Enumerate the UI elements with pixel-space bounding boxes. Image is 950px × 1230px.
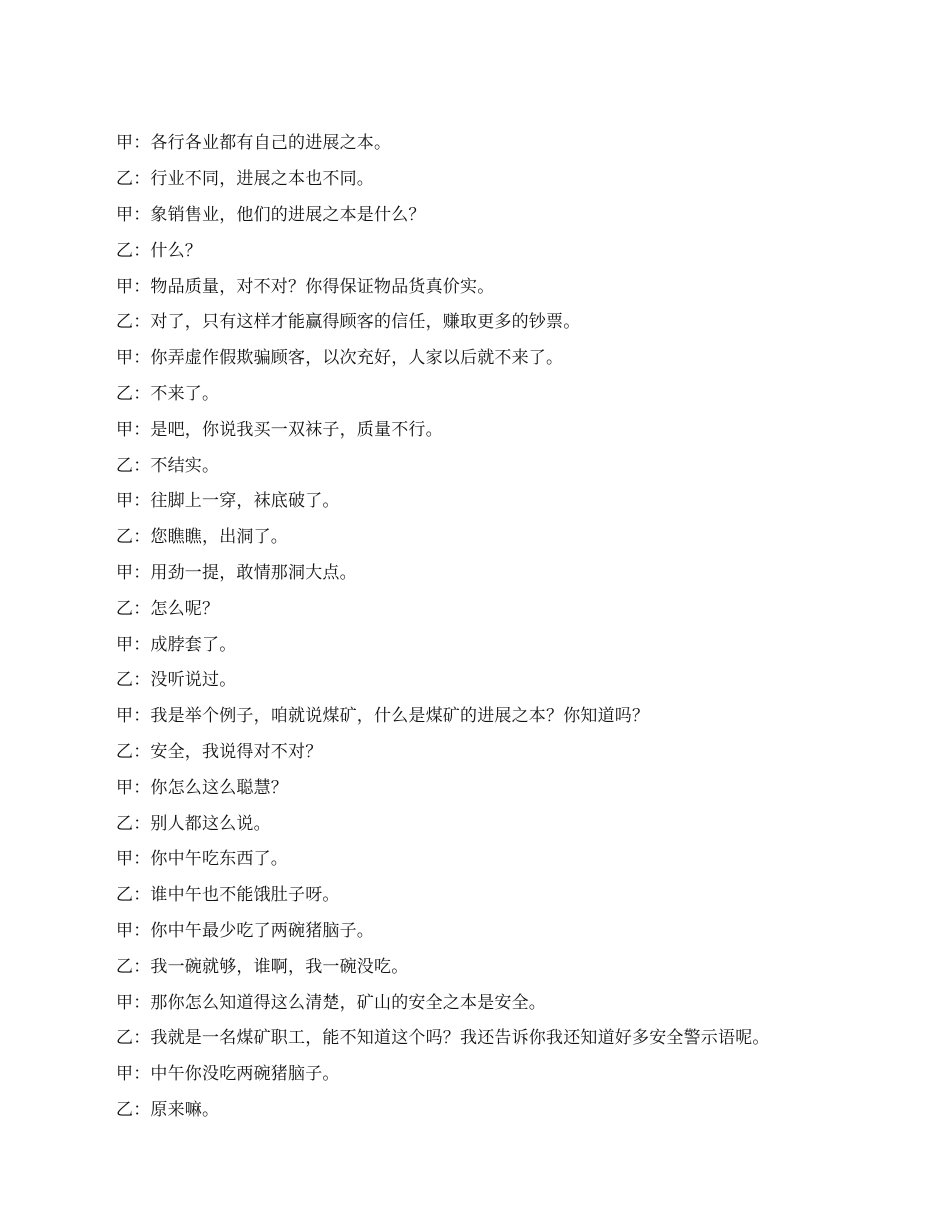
dialogue-text: 中午你没吃两碗猪脑子。: [150, 1064, 340, 1085]
speaker-label: 甲：: [116, 849, 151, 870]
dialogue-line: [116, 374, 896, 410]
dialogue-text: 对了，只有这样才能赢得顾客的信任，赚取更多的钞票。: [150, 312, 581, 333]
dialogue-text: 象销售业，他们的进展之本是什么？: [150, 204, 426, 225]
dialogue-body: [116, 123, 896, 1125]
speaker-label: 乙：: [116, 527, 151, 548]
speaker-label: 甲：: [116, 204, 151, 225]
dialogue-text: 行业不同，进展之本也不同。: [150, 169, 375, 190]
dialogue-text: 往脚上一穿，袜底破了。: [150, 491, 340, 512]
dialogue-line: [116, 767, 896, 803]
dialogue-text: 原来嘛。: [150, 1099, 220, 1120]
speaker-label: 乙：: [116, 383, 151, 404]
dialogue-line: [116, 302, 896, 338]
speaker-label: 乙：: [116, 885, 151, 906]
dialogue-line: [116, 982, 896, 1018]
dialogue-text: 那你怎么知道得这么清楚，矿山的安全之本是安全。: [150, 992, 547, 1013]
dialogue-line: [116, 911, 896, 947]
dialogue-line: [116, 195, 896, 231]
speaker-label: 乙：: [116, 1099, 151, 1120]
dialogue-line: [116, 230, 896, 266]
speaker-label: 乙：: [116, 312, 151, 333]
dialogue-text: 安全，我说得对不对？: [150, 741, 323, 762]
dialogue-text: 怎么呢？: [150, 598, 220, 619]
speaker-label: 甲：: [116, 491, 151, 512]
speaker-label: 乙：: [116, 1028, 151, 1049]
speaker-label: 甲：: [116, 920, 151, 941]
dialogue-line: [116, 517, 896, 553]
speaker-label: 甲：: [116, 706, 151, 727]
dialogue-text: 我就是一名煤矿职工，能不知道这个吗？我还告诉你我还知道好多安全警示语呢。: [150, 1028, 770, 1049]
dialogue-line: [116, 588, 896, 624]
speaker-label: 甲：: [116, 419, 151, 440]
dialogue-line: [116, 553, 896, 589]
dialogue-line: [116, 159, 896, 195]
speaker-label: 甲：: [116, 562, 151, 583]
speaker-label: 甲：: [116, 1064, 151, 1085]
dialogue-line: [116, 123, 896, 159]
speaker-label: 乙：: [116, 956, 151, 977]
dialogue-text: 你怎么这么聪慧？: [150, 777, 289, 798]
dialogue-text: 是吧，你说我买一双袜子，质量不行。: [150, 419, 443, 440]
dialogue-text: 我是举个例子，咱就说煤矿，什么是煤矿的进展之本？你知道吗？: [150, 706, 650, 727]
dialogue-text: 您瞧瞧，出洞了。: [150, 527, 289, 548]
dialogue-text: 别人都这么说。: [150, 813, 271, 834]
dialogue-line: [116, 1018, 896, 1054]
dialogue-text: 用劲一提，敢情那洞大点。: [150, 562, 357, 583]
dialogue-text: 我一碗就够，谁啊，我一碗没吃。: [150, 956, 409, 977]
dialogue-text: 你中午吃东西了。: [150, 849, 289, 870]
speaker-label: 甲：: [116, 133, 151, 154]
dialogue-line: [116, 1054, 896, 1090]
speaker-label: 甲：: [116, 992, 151, 1013]
dialogue-line: [116, 660, 896, 696]
dialogue-line: [116, 338, 896, 374]
dialogue-text: 什么？: [150, 240, 203, 261]
dialogue-line: [116, 732, 896, 768]
dialogue-text: 没听说过。: [150, 670, 237, 691]
dialogue-line: [116, 946, 896, 982]
dialogue-line: [116, 445, 896, 481]
dialogue-line: [116, 481, 896, 517]
speaker-label: 乙：: [116, 670, 151, 691]
dialogue-text: 不结实。: [150, 455, 220, 476]
dialogue-text: 你弄虚作假欺骗顾客，以次充好，人家以后就不来了。: [150, 348, 564, 369]
dialogue-text: 各行各业都有自己的进展之本。: [150, 133, 392, 154]
speaker-label: 乙：: [116, 240, 151, 261]
dialogue-text: 物品质量，对不对？你得保证物品货真价实。: [150, 276, 495, 297]
speaker-label: 乙：: [116, 598, 151, 619]
speaker-label: 甲：: [116, 777, 151, 798]
speaker-label: 甲：: [116, 634, 151, 655]
dialogue-line: [116, 409, 896, 445]
dialogue-text: 不来了。: [150, 383, 220, 404]
dialogue-text: 谁中午也不能饿肚子呀。: [150, 885, 340, 906]
dialogue-line: [116, 696, 896, 732]
speaker-label: 甲：: [116, 348, 151, 369]
dialogue-line: [116, 266, 896, 302]
dialogue-line: [116, 1090, 896, 1126]
dialogue-line: [116, 875, 896, 911]
speaker-label: 乙：: [116, 455, 151, 476]
dialogue-line: [116, 624, 896, 660]
dialogue-line: [116, 839, 896, 875]
dialogue-line: [116, 803, 896, 839]
speaker-label: 乙：: [116, 741, 151, 762]
speaker-label: 乙：: [116, 813, 151, 834]
speaker-label: 乙：: [116, 169, 151, 190]
dialogue-text: 成脖套了。: [150, 634, 237, 655]
speaker-label: 甲：: [116, 276, 151, 297]
dialogue-text: 你中午最少吃了两碗猪脑子。: [150, 920, 375, 941]
